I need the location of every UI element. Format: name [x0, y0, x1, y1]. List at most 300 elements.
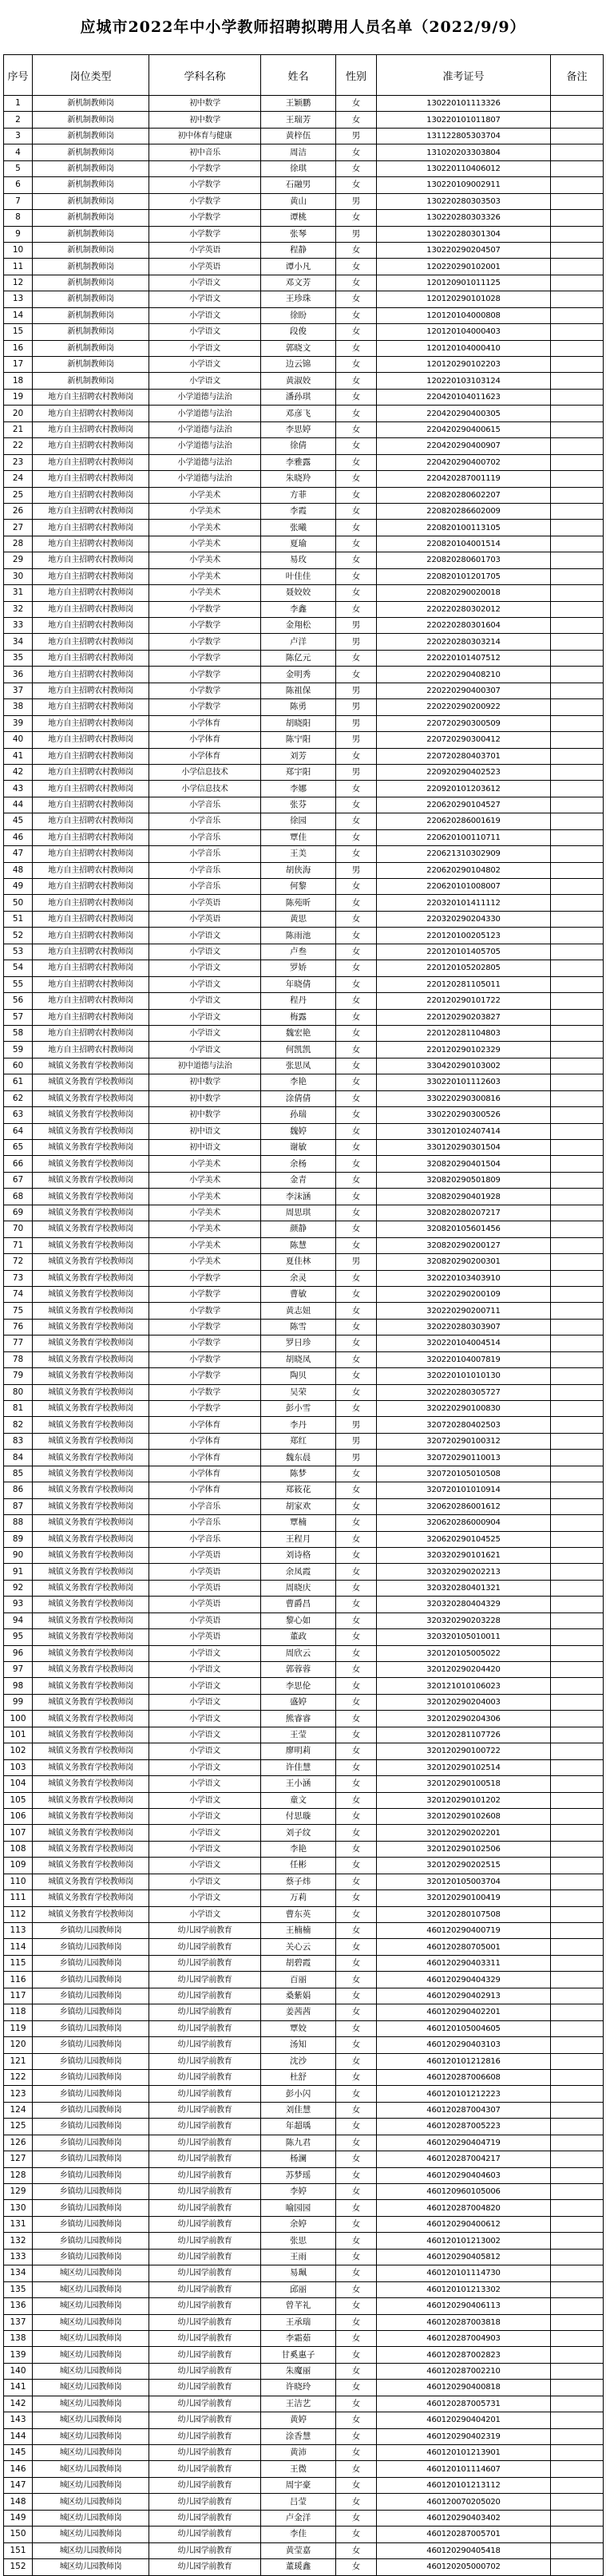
cell-remarks [551, 1515, 604, 1531]
cell-name: 聂姣姣 [261, 585, 336, 601]
cell-post-type: 地方自主招聘农村教师岗 [33, 454, 149, 470]
table-row [4, 1858, 604, 1874]
table-row [4, 487, 604, 503]
cell-remarks [551, 307, 604, 323]
cell-name: 陈慧 [261, 1237, 336, 1253]
cell-serial: 145 [4, 2445, 33, 2461]
cell-serial: 7 [4, 193, 33, 209]
cell-name: 易玫 [261, 552, 336, 568]
cell-name: 何凯凯 [261, 1042, 336, 1058]
cell-post-type: 城镇义务教育学校教师岗 [33, 1890, 149, 1906]
cell-remarks [551, 2445, 604, 2461]
table-row [4, 1466, 604, 1482]
cell-exam-id: 220120101405705 [377, 944, 551, 960]
cell-subject: 初中数学 [149, 1107, 261, 1123]
cell-serial: 17 [4, 357, 33, 373]
cell-remarks [551, 193, 604, 209]
cell-serial: 16 [4, 340, 33, 356]
cell-exam-id: 460120101114607 [377, 2461, 551, 2477]
cell-gender: 女 [336, 1841, 377, 1857]
cell-remarks [551, 454, 604, 470]
cell-post-type: 地方自主招聘农村教师岗 [33, 421, 149, 437]
table-row [4, 1270, 604, 1286]
cell-remarks [551, 340, 604, 356]
cell-serial: 151 [4, 2542, 33, 2558]
table-row [4, 1189, 604, 1205]
table-row [4, 1825, 604, 1841]
cell-post-type: 新机制教师岗 [33, 144, 149, 160]
cell-remarks [551, 1808, 604, 1824]
table-row [4, 2069, 604, 2085]
cell-exam-id: 460120290405418 [377, 2542, 551, 2558]
cell-gender: 女 [336, 340, 377, 356]
cell-exam-id: 220920101203612 [377, 781, 551, 797]
cell-name: 童文 [261, 1792, 336, 1808]
table-row [4, 2020, 604, 2036]
cell-gender: 女 [336, 829, 377, 845]
cell-remarks [551, 568, 604, 584]
cell-name: 陈祖保 [261, 683, 336, 698]
cell-subject: 小学语文 [149, 1694, 261, 1710]
cell-subject: 幼儿园学前教育 [149, 2314, 261, 2330]
cell-post-type: 城镇义务教育学校教师岗 [33, 1564, 149, 1580]
cell-serial: 125 [4, 2119, 33, 2135]
cell-serial: 10 [4, 242, 33, 258]
cell-exam-id: 320220104004514 [377, 1335, 551, 1351]
cell-name: 陈苑昕 [261, 895, 336, 911]
cell-gender: 女 [336, 2020, 377, 2036]
cell-serial: 2 [4, 112, 33, 128]
cell-serial: 84 [4, 1450, 33, 1466]
cell-post-type: 乡镇幼儿园教师岗 [33, 1955, 149, 1971]
cell-remarks [551, 389, 604, 405]
cell-gender: 女 [336, 797, 377, 813]
cell-name: 涂倩倩 [261, 1090, 336, 1106]
cell-post-type: 地方自主招聘农村教师岗 [33, 829, 149, 845]
cell-name: 许晓玲 [261, 2380, 336, 2396]
cell-exam-id: 320220280303907 [377, 1319, 551, 1335]
cell-remarks [551, 2330, 604, 2346]
cell-subject: 小学数学 [149, 1368, 261, 1384]
cell-name: 郭蓉蓉 [261, 1662, 336, 1678]
cell-gender: 女 [336, 2477, 377, 2493]
cell-subject: 幼儿园学前教育 [149, 2020, 261, 2036]
table-row [4, 144, 604, 160]
table-row [4, 226, 604, 242]
cell-post-type: 地方自主招聘农村教师岗 [33, 1025, 149, 1041]
cell-subject: 小学体育 [149, 732, 261, 748]
cell-exam-id: 320820290501809 [377, 1172, 551, 1188]
table-row [4, 1384, 604, 1400]
cell-gender: 女 [336, 1205, 377, 1221]
cell-post-type: 新机制教师岗 [33, 112, 149, 128]
cell-remarks [551, 1482, 604, 1498]
cell-remarks [551, 160, 604, 176]
cell-serial: 52 [4, 928, 33, 944]
cell-serial: 6 [4, 177, 33, 193]
cell-name: 方菲 [261, 487, 336, 503]
cell-post-type: 地方自主招聘农村教师岗 [33, 928, 149, 944]
cell-post-type: 城镇义务教育学校教师岗 [33, 1612, 149, 1628]
table-row [4, 879, 604, 895]
cell-gender: 男 [336, 226, 377, 242]
cell-serial: 149 [4, 2510, 33, 2526]
cell-remarks [551, 1972, 604, 1988]
table-row [4, 2135, 604, 2151]
table-row [4, 438, 604, 454]
cell-gender: 男 [336, 193, 377, 209]
cell-exam-id: 220720290300509 [377, 715, 551, 731]
cell-gender: 女 [336, 536, 377, 552]
cell-exam-id: 460120290400719 [377, 1923, 551, 1939]
cell-serial: 87 [4, 1498, 33, 1514]
cell-post-type: 地方自主招聘农村教师岗 [33, 993, 149, 1009]
cell-remarks [551, 1597, 604, 1612]
cell-post-type: 城镇义务教育学校教师岗 [33, 1237, 149, 1253]
cell-gender: 女 [336, 1025, 377, 1041]
cell-remarks [551, 471, 604, 487]
cell-remarks [551, 406, 604, 421]
cell-gender: 女 [336, 1042, 377, 1058]
cell-name: 梅露 [261, 1009, 336, 1025]
table-row [4, 1417, 604, 1433]
cell-subject: 小学语文 [149, 1645, 261, 1661]
cell-subject: 小学语文 [149, 1678, 261, 1694]
cell-subject: 小学数学 [149, 193, 261, 209]
cell-serial: 39 [4, 715, 33, 731]
cell-exam-id: 320620290104525 [377, 1531, 551, 1547]
cell-serial: 98 [4, 1678, 33, 1694]
cell-subject: 幼儿园学前教育 [149, 2527, 261, 2542]
cell-name: 潘孙琪 [261, 389, 336, 405]
cell-gender: 女 [336, 1123, 377, 1139]
cell-exam-id: 220620100110711 [377, 829, 551, 845]
cell-subject: 小学语文 [149, 1662, 261, 1678]
cell-post-type: 地方自主招聘农村教师岗 [33, 667, 149, 683]
cell-name: 夏佳林 [261, 1254, 336, 1270]
cell-subject: 小学语文 [149, 1858, 261, 1874]
cell-name: 谢敏 [261, 1140, 336, 1156]
cell-gender: 女 [336, 2494, 377, 2510]
cell-remarks [551, 1662, 604, 1678]
table-header [4, 55, 604, 96]
cell-serial: 20 [4, 406, 33, 421]
cell-remarks [551, 552, 604, 568]
cell-subject: 小学语文 [149, 1825, 261, 1841]
cell-gender: 女 [336, 1939, 377, 1955]
cell-exam-id: 220120281105011 [377, 976, 551, 992]
cell-post-type: 城镇义务教育学校教师岗 [33, 1858, 149, 1874]
cell-serial: 132 [4, 2233, 33, 2249]
cell-name: 李霜茹 [261, 2330, 336, 2346]
cell-serial: 13 [4, 291, 33, 307]
cell-post-type: 地方自主招聘农村教师岗 [33, 895, 149, 911]
cell-name: 陶贝 [261, 1368, 336, 1384]
cell-gender: 女 [336, 291, 377, 307]
cell-subject: 幼儿园学前教育 [149, 2069, 261, 2085]
cell-exam-id: 220220290400307 [377, 683, 551, 698]
cell-exam-id: 220820286602009 [377, 503, 551, 519]
cell-gender: 女 [336, 1401, 377, 1417]
cell-exam-id: 320220104007819 [377, 1351, 551, 1367]
table-row [4, 291, 604, 307]
cell-name: 余灵 [261, 1270, 336, 1286]
cell-subject: 小学语文 [149, 1025, 261, 1041]
header-gender: 性别 [336, 55, 377, 96]
table-row [4, 1107, 604, 1123]
cell-exam-id: 130220101011807 [377, 112, 551, 128]
cell-subject: 小学数学 [149, 601, 261, 617]
cell-gender: 女 [336, 471, 377, 487]
cell-serial: 23 [4, 454, 33, 470]
cell-post-type: 乡镇幼儿园教师岗 [33, 2167, 149, 2183]
cell-remarks [551, 960, 604, 976]
cell-gender: 女 [336, 1368, 377, 1384]
cell-name: 魏宏艳 [261, 1025, 336, 1041]
cell-subject: 小学数学 [149, 683, 261, 698]
cell-remarks [551, 1939, 604, 1955]
cell-remarks [551, 928, 604, 944]
cell-serial: 75 [4, 1303, 33, 1319]
cell-name: 李鑫 [261, 601, 336, 617]
cell-serial: 25 [4, 487, 33, 503]
cell-gender: 女 [336, 895, 377, 911]
cell-exam-id: 320120290204306 [377, 1711, 551, 1727]
cell-name: 石融男 [261, 177, 336, 193]
cell-subject: 幼儿园学前教育 [149, 2298, 261, 2314]
table-row [4, 2477, 604, 2493]
cell-remarks [551, 1351, 604, 1367]
cell-post-type: 城区幼儿园教师岗 [33, 2445, 149, 2461]
table-row [4, 2216, 604, 2232]
cell-subject: 小学道德与法治 [149, 406, 261, 421]
table-row [4, 634, 604, 650]
cell-gender: 女 [336, 2363, 377, 2379]
cell-post-type: 地方自主招聘农村教师岗 [33, 944, 149, 960]
cell-serial: 33 [4, 618, 33, 634]
cell-post-type: 乡镇幼儿园教师岗 [33, 2086, 149, 2102]
cell-subject: 初中数学 [149, 112, 261, 128]
table-row [4, 829, 604, 845]
cell-remarks [551, 2184, 604, 2200]
table-row [4, 748, 604, 764]
cell-post-type: 城镇义务教育学校教师岗 [33, 1368, 149, 1384]
cell-name: 王承瑞 [261, 2314, 336, 2330]
cell-gender: 女 [336, 1286, 377, 1302]
cell-subject: 小学语文 [149, 1042, 261, 1058]
cell-exam-id: 320820290200127 [377, 1237, 551, 1253]
table-row [4, 2428, 604, 2444]
cell-name: 蔡子炜 [261, 1874, 336, 1889]
cell-subject: 幼儿园学前教育 [149, 2102, 261, 2118]
cell-exam-id: 320120290100518 [377, 1776, 551, 1792]
cell-post-type: 城镇义务教育学校教师岗 [33, 1140, 149, 1156]
cell-name: 黄山 [261, 193, 336, 209]
cell-subject: 小学语文 [149, 1841, 261, 1857]
table-row [4, 1612, 604, 1628]
cell-post-type: 地方自主招聘农村教师岗 [33, 862, 149, 878]
cell-name: 年超瑀 [261, 2119, 336, 2135]
cell-remarks [551, 2527, 604, 2542]
cell-name: 王洁艺 [261, 2396, 336, 2412]
table-row [4, 601, 604, 617]
cell-name: 李霞 [261, 503, 336, 519]
cell-remarks [551, 1009, 604, 1025]
table-row [4, 715, 604, 731]
cell-subject: 小学语文 [149, 1906, 261, 1922]
table-row [4, 1727, 604, 1743]
cell-serial: 150 [4, 2527, 33, 2542]
cell-subject: 小学美术 [149, 552, 261, 568]
cell-post-type: 城区幼儿园教师岗 [33, 2494, 149, 2510]
cell-name: 邱丽 [261, 2281, 336, 2297]
cell-remarks [551, 2380, 604, 2396]
cell-gender: 女 [336, 1612, 377, 1628]
cell-exam-id: 320820290401928 [377, 1189, 551, 1205]
cell-name: 胡家欢 [261, 1498, 336, 1514]
cell-subject: 小学信息技术 [149, 781, 261, 797]
cell-post-type: 城区幼儿园教师岗 [33, 2298, 149, 2314]
cell-name: 李丹 [261, 1417, 336, 1433]
cell-subject: 小学语文 [149, 960, 261, 976]
table-row [4, 2445, 604, 2461]
table-row [4, 1597, 604, 1612]
cell-post-type: 城镇义务教育学校教师岗 [33, 1743, 149, 1759]
cell-exam-id: 220820280601703 [377, 552, 551, 568]
cell-gender: 女 [336, 2167, 377, 2183]
cell-subject: 幼儿园学前教育 [149, 2086, 261, 2102]
cell-subject: 小学数学 [149, 1270, 261, 1286]
cell-subject: 小学体育 [149, 748, 261, 764]
cell-exam-id: 460120101212223 [377, 2086, 551, 2102]
cell-name: 曹爵昌 [261, 1597, 336, 1612]
cell-subject: 小学音乐 [149, 1531, 261, 1547]
cell-subject: 小学美术 [149, 1172, 261, 1188]
table-row [4, 1221, 604, 1237]
cell-remarks [551, 1727, 604, 1743]
cell-gender: 男 [336, 683, 377, 698]
cell-post-type: 乡镇幼儿园教师岗 [33, 2184, 149, 2200]
cell-gender: 女 [336, 2298, 377, 2314]
cell-gender: 男 [336, 862, 377, 878]
cell-gender: 女 [336, 1711, 377, 1727]
table-row [4, 1694, 604, 1710]
cell-gender: 女 [336, 373, 377, 389]
cell-serial: 68 [4, 1189, 33, 1205]
cell-name: 胡侠海 [261, 862, 336, 878]
cell-exam-id: 460120287004903 [377, 2330, 551, 2346]
cell-name: 胡晓阳 [261, 715, 336, 731]
cell-remarks [551, 1890, 604, 1906]
cell-name: 段俊 [261, 324, 336, 340]
cell-gender: 女 [336, 1923, 377, 1939]
cell-gender: 女 [336, 781, 377, 797]
cell-remarks [551, 373, 604, 389]
table-row [4, 307, 604, 323]
cell-subject: 幼儿园学前教育 [149, 2233, 261, 2249]
cell-name: 黎心如 [261, 1612, 336, 1628]
cell-post-type: 乡镇幼儿园教师岗 [33, 1923, 149, 1939]
cell-exam-id: 320620286001612 [377, 1498, 551, 1514]
cell-subject: 小学语文 [149, 340, 261, 356]
table-row [4, 2249, 604, 2265]
cell-post-type: 城镇义务教育学校教师岗 [33, 1597, 149, 1612]
cell-serial: 60 [4, 1058, 33, 1074]
cell-name: 朱魔丽 [261, 2363, 336, 2379]
cell-exam-id: 320120280107508 [377, 1906, 551, 1922]
cell-subject: 幼儿园学前教育 [149, 2477, 261, 2493]
cell-serial: 66 [4, 1156, 33, 1172]
cell-remarks [551, 2086, 604, 2102]
cell-gender: 女 [336, 2396, 377, 2412]
cell-post-type: 地方自主招聘农村教师岗 [33, 585, 149, 601]
cell-remarks [551, 226, 604, 242]
cell-gender: 女 [336, 2330, 377, 2346]
cell-gender: 女 [336, 160, 377, 176]
cell-gender: 女 [336, 2412, 377, 2428]
cell-exam-id: 220621310302909 [377, 846, 551, 862]
cell-remarks [551, 2265, 604, 2281]
table-row [4, 1792, 604, 1808]
cell-exam-id: 460120290402913 [377, 1988, 551, 2004]
table-row [4, 1662, 604, 1678]
table-row [4, 568, 604, 584]
table-row [4, 2265, 604, 2281]
cell-exam-id: 220420290400702 [377, 454, 551, 470]
cell-gender: 女 [336, 2151, 377, 2167]
table-row [4, 585, 604, 601]
table-row [4, 1972, 604, 1988]
cell-remarks [551, 1140, 604, 1156]
cell-remarks [551, 2428, 604, 2444]
cell-post-type: 地方自主招聘农村教师岗 [33, 764, 149, 780]
cell-remarks [551, 144, 604, 160]
cell-name: 朱晓羚 [261, 471, 336, 487]
cell-serial: 117 [4, 1988, 33, 2004]
cell-exam-id: 320320290203228 [377, 1612, 551, 1628]
cell-subject: 小学语文 [149, 1808, 261, 1824]
cell-exam-id: 120120290101028 [377, 291, 551, 307]
cell-gender: 女 [336, 2102, 377, 2118]
cell-subject: 幼儿园学前教育 [149, 2119, 261, 2135]
cell-gender: 女 [336, 1825, 377, 1841]
cell-exam-id: 320720290110013 [377, 1450, 551, 1466]
table-row [4, 928, 604, 944]
table-row [4, 944, 604, 960]
cell-subject: 小学语文 [149, 1890, 261, 1906]
cell-subject: 初中数学 [149, 1074, 261, 1090]
cell-name: 罗娇 [261, 960, 336, 976]
cell-gender: 女 [336, 1351, 377, 1367]
cell-serial: 136 [4, 2298, 33, 2314]
cell-serial: 41 [4, 748, 33, 764]
cell-serial: 56 [4, 993, 33, 1009]
cell-exam-id: 220120290203827 [377, 1009, 551, 1025]
table-row [4, 242, 604, 258]
cell-exam-id: 120120104000403 [377, 324, 551, 340]
cell-exam-id: 460120105004605 [377, 2020, 551, 2036]
cell-serial: 38 [4, 699, 33, 715]
cell-post-type: 城区幼儿园教师岗 [33, 2412, 149, 2428]
cell-remarks [551, 1368, 604, 1384]
cell-serial: 40 [4, 732, 33, 748]
cell-gender: 女 [336, 144, 377, 160]
cell-remarks [551, 1107, 604, 1123]
cell-serial: 96 [4, 1645, 33, 1661]
cell-remarks [551, 797, 604, 813]
cell-post-type: 地方自主招聘农村教师岗 [33, 471, 149, 487]
cell-serial: 108 [4, 1841, 33, 1857]
